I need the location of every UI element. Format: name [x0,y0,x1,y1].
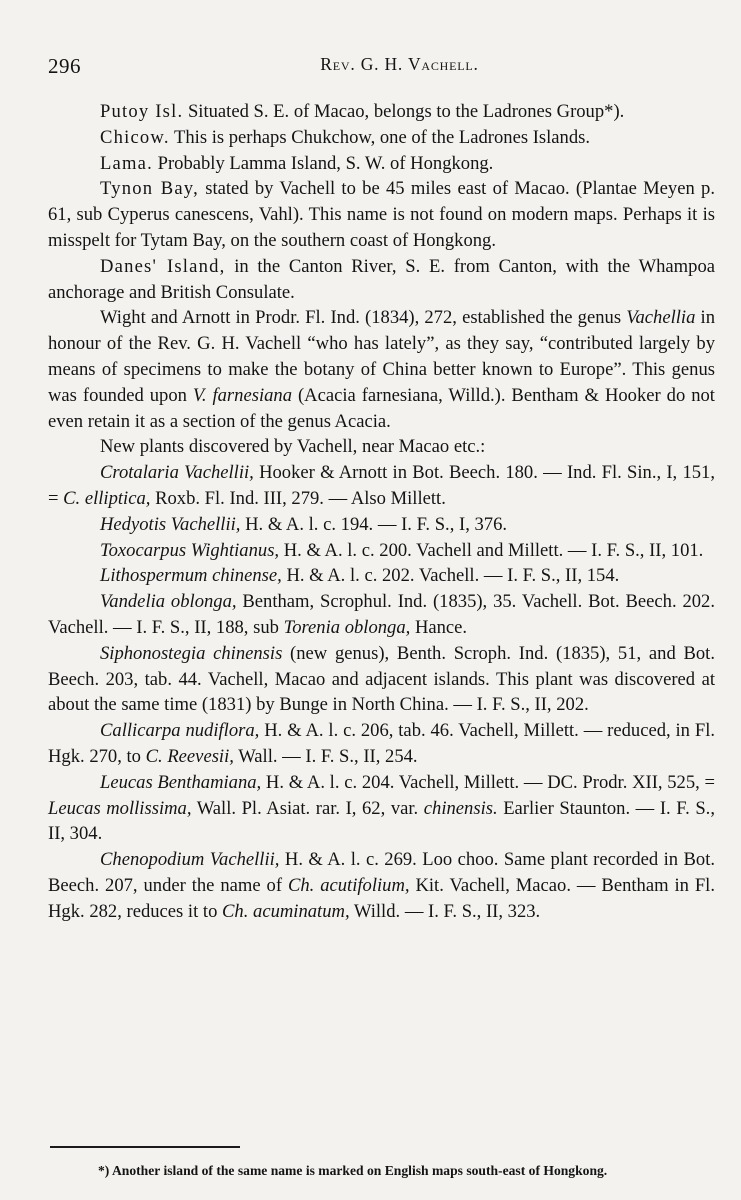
page-number: 296 [48,54,81,78]
place-name: Putoy Isl. [100,101,184,122]
plant-synonym: C. Reevesii, [145,745,234,767]
plant-entry-crotalaria [48,460,715,512]
footnote [98,1162,728,1180]
plant-synonym: Torenia oblonga, [283,616,411,638]
plant-synonym: Ch. acutifolium, [287,874,410,896]
paragraph-text: in honour of the Rev. G. H. Vachell “who has lately”, as they say, “contributed largely by means of specimens to make the botany of China better known to Europe”. This genus was founded upon [48,307,715,406]
place-name: Tynon Bay, [100,178,199,200]
plant-text: H. & A. l. c. 194. — I. F. S., I, 376. [240,513,508,535]
plant-text: H. & A. l. c. 269. Loo choo. Same plant recorded in Bot. Beech. 207, under the name of [48,849,716,896]
plant-variety: chinensis. [423,797,498,819]
running-head: Rev. G. H. Vachell. [320,54,479,74]
plant-entry-vandelia [48,589,715,641]
plant-text: H. & A. l. c. 204. Vachell, Millett. — DC. Prodr. XII, 525, = [261,771,716,793]
plant-name: Lithospermum chinense, [100,565,282,587]
plant-text: Earlier Staunton. — I. F. S., II, 304. [48,797,715,845]
entry-text: Situated S. E. of Macao, belongs to the Ladrones Group*). [183,101,625,122]
plant-synonym: Ch. acuminatum, [222,900,350,922]
genus-name: Vachellia [626,307,696,329]
plant-name: Toxocarpus Wightianus, [100,539,280,561]
entry-text: Probably Lamma Island, S. W. of Hongkong. [152,152,494,174]
paragraph-text: Wight and Arnott in Prodr. Fl. Ind. (1834), 272, established the genus [100,307,627,329]
entry-putoy [48,99,715,125]
species-name: V. farnesiana [192,384,293,406]
plant-text: Wall. — I. F. S., II, 254. [233,745,418,767]
place-name: Danes' Island, [100,255,226,277]
plant-name: Vandelia oblonga, [100,591,237,613]
page-body [48,99,715,925]
footnote-mark: *) [98,1163,110,1178]
entry-text: in the Canton River, S. E. from Canton, with the Whampoa anchorage and British Consulate. [48,255,715,303]
plant-name: Crotalaria Vachellii, [100,462,254,484]
plant-text: Kit. Vachell, Macao. — Bentham in Fl. Hgk. 282, reduces it to [48,874,715,922]
plant-entry-leucas [48,770,715,847]
place-name: Lama. [100,152,153,174]
plant-synonym: Leucas mollissima, [48,797,192,819]
entry-danes-island [48,254,715,306]
plant-entry-lithospermum [48,563,715,589]
footnote-text: Another island of the same name is marked on English maps south-east of Hongkong. [109,1163,608,1178]
plant-text: Willd. — I. F. S., II, 323. [349,900,541,922]
plant-entry-chenopodium [48,847,715,924]
plant-text: H. & A. l. c. 202. Vachell. — I. F. S., II, 154. [281,565,620,587]
place-name: Chicow. [100,126,170,148]
entry-tynon-bay [48,176,715,253]
plant-name: Callicarpa nudiflora, [100,720,260,742]
plant-text: Hance. [410,616,468,638]
plant-text: H. & A. l. c. 206, tab. 46. Vachell, Millett. — reduced, in Fl. Hgk. 270, to [48,720,716,767]
plant-entry-toxocarpus [48,538,715,564]
plant-entry-hedyotis [48,512,715,538]
plant-text: H. & A. l. c. 200. Vachell and Millett. — I. F. S., II, 101. [279,539,704,561]
plant-text: Wall. Pl. Asiat. rar. I, 62, var. [191,797,424,819]
paragraph-text: (Acacia farnesiana, Willd.). Bentham & Hooker do not even retain it as a section of the genus Acacia. [48,384,715,432]
entry-text: stated by Vachell to be 45 miles east of Macao. (Plantae Meyen p. 61, sub Cyperus canescens, Vahl). This name is not found on modern maps. Perhaps it is misspelt for Tytam Bay, on the southern coast of Hongkong. [48,178,715,251]
plant-entry-siphonostegia [48,641,715,718]
footnote-rule [50,1146,240,1148]
plant-text: (new genus), Benth. Scroph. Ind. (1835), 51, and Bot. Beech. 203, tab. 44. Vachell, Macao and adjacent islands. This plant was discovered at about the same time (1831) by Bunge in North China. — I. F. S., II, 202. [48,642,715,716]
plant-name: Hedyotis Vachellii, [100,513,241,535]
plant-name: Chenopodium Vachellii, [100,849,280,871]
plant-name: Siphonostegia chinensis [100,642,283,664]
page-header [48,54,711,84]
entry-lama [48,151,715,177]
plant-text: Bentham, Scrophul. Ind. (1835), 35. Vachell. Bot. Beech. 202. Vachell. — I. F. S., II, 188, sub [48,591,715,638]
entry-chicow [48,125,715,151]
plant-name: Leucas Benthamiana, [100,771,262,793]
new-plants-intro: New plants discovered by Vachell, near Macao etc.: [100,436,486,458]
plant-text: Roxb. Fl. Ind. III, 279. — Also Millett. [150,487,446,509]
entry-text: This is perhaps Chukchow, one of the Ladrones Islands. [169,126,591,148]
paragraph-vachellia [48,305,715,434]
plant-synonym: C. elliptica, [63,487,151,509]
plant-text: Hooker & Arnott in Bot. Beech. 180. — Ind. Fl. Sin., I, 151, = [48,462,715,509]
plant-entry-callicarpa [48,718,715,770]
